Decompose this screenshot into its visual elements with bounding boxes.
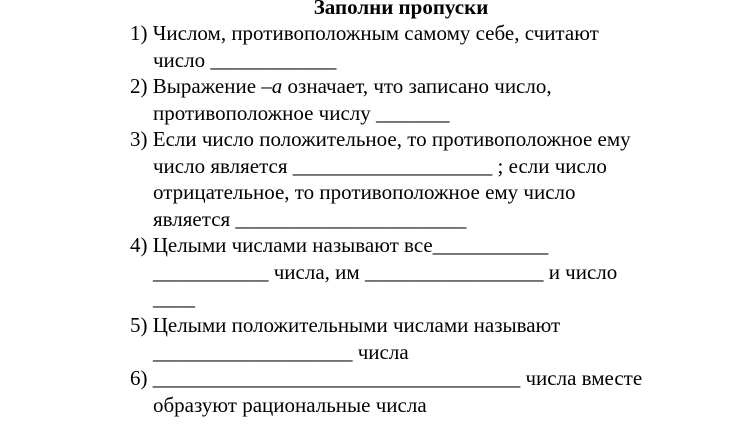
exercise-line: 1) Числом, противоположным самому себе, считают <box>130 21 599 45</box>
exercise-line: число является ___________________ ; если число <box>153 153 607 178</box>
exercise-line: ___________ числа, им _________________ и число <box>153 259 618 284</box>
exercise-item-2 <box>130 73 710 126</box>
exercise-line: ____ <box>153 286 195 310</box>
exercise-text: означает, что записано число, <box>282 74 552 98</box>
exercise-line: 6) ___________________________________ числа вместе <box>130 366 643 390</box>
exercise-line <box>130 73 710 100</box>
exercise-line: ___________________ числа <box>153 339 409 364</box>
exercise-item-4 <box>130 232 710 312</box>
worksheet-title: Заполни пропуски <box>313 0 489 19</box>
exercise-item-3 <box>130 126 710 232</box>
expression-variable: –а <box>261 74 283 98</box>
exercise-line: число ____________ <box>153 47 337 72</box>
exercise-text: 2) Выражение <box>130 74 262 98</box>
exercise-item-1 <box>130 20 710 73</box>
exercise-line: 5) Целыми положительными числами называют <box>130 313 561 337</box>
exercise-item-6 <box>130 365 710 418</box>
exercise-item-5 <box>130 312 710 365</box>
exercise-line: является ______________________ <box>153 206 467 231</box>
exercise-line: образуют рациональные числа <box>153 392 427 417</box>
exercise-line: противоположное числу _______ <box>153 100 450 125</box>
exercise-line: отрицательное, то противоположное ему число <box>153 180 576 204</box>
exercise-line: 3) Если число положительное, то противоположное ему <box>130 127 631 151</box>
exercise-line: 4) Целыми числами называют все___________ <box>130 233 549 257</box>
